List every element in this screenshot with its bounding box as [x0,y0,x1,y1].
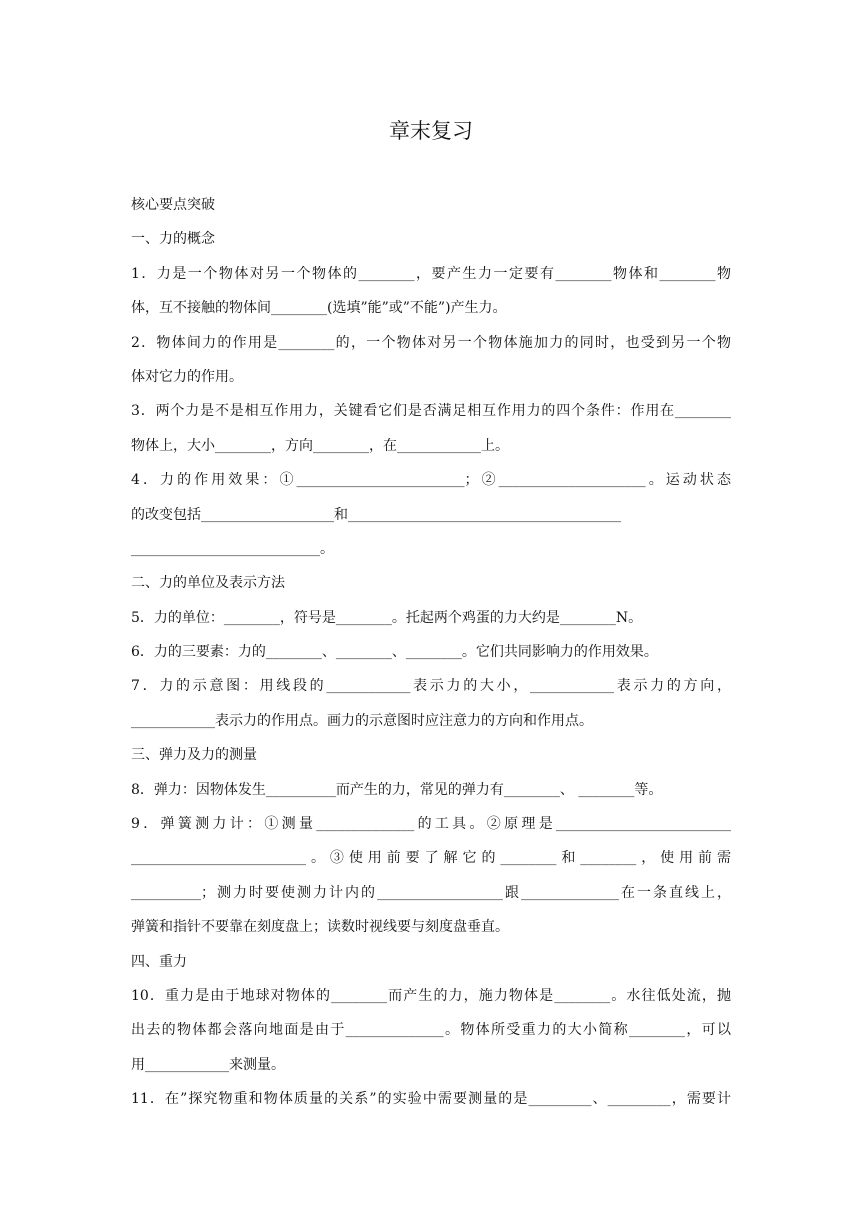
text-line: 体，互不接触的物体间________(选填”能”或”不能”)产生力。 [131,300,507,317]
text-line: 1．力是一个物体对另一个物体的________，要产生力一定要有________物体和________物 [131,265,731,282]
text-line: 物体上，大小________，方向________，在____________上。 [131,437,509,454]
text-line: 出去的物体都会落向地面是由于______________。物体所受重力的大小简称________，可以 [131,1022,731,1039]
text-line: 5．力的单位：________，符号是________。托起两个鸡蛋的力大约是________N。 [131,609,643,626]
text-line: 用____________来测量。 [131,1056,285,1073]
section-heading: 三、弹力及力的测量 [131,747,257,764]
text-line: _________________________。③使用前要了解它的________和________，使用前需 [131,850,731,867]
text-line: 4．力的作用效果：①________________________；②_____________________。运动状态 [131,472,731,489]
text-line: 8．弹力：因物体发生__________而产生的力，常见的弹力有________、 ________等。 [131,781,663,798]
text-line: 的改变包括___________________和_______________________________________ [131,506,621,523]
text-line: __________；测力时要使测力计内的__________________跟______________在一条直线上， [131,884,731,901]
text-line: ___________________________。 [131,540,334,557]
text-line: 11．在”探究物重和物体质量的关系”的实验中需要测量的是_________、_________，需要计 [131,1091,731,1108]
text-line: 9．弹簧测力计：①测量______________的工具。②原理是_________________________ [131,816,731,833]
text-line: 10．重力是由于地球对物体的________而产生的力，施力物体是________。水往低处流，抛 [131,987,731,1004]
text-line: 体对它力的作用。 [131,368,243,385]
text-line: 弹簧和指针不要靠在刻度盘上；读数时视线要与刻度盘垂直。 [131,919,509,936]
section-heading: 四、重力 [131,953,187,970]
section-heading: 一、力的概念 [131,231,215,248]
page-title: 章末复习 [389,119,473,143]
section-heading: 二、力的单位及表示方法 [131,575,285,592]
document-body [131,188,731,1117]
text-line: 2．物体间力的作用是________的，一个物体对另一个物体施加力的同时，也受到另一个物 [131,334,731,351]
text-line: 6．力的三要素：力的________、________、________。它们共同影响力的作用效果。 [131,644,658,661]
section-heading: 核心要点突破 [131,197,215,213]
text-line: 7．力的示意图：用线段的____________表示力的大小，____________表示力的方向， [131,678,731,695]
text-line: 3．两个力是不是相互作用力，关键看它们是否满足相互作用力的四个条件：作用在________ [131,403,731,420]
text-line: ____________表示力的作用点。画力的示意图时应注意力的方向和作用点。 [131,712,593,729]
